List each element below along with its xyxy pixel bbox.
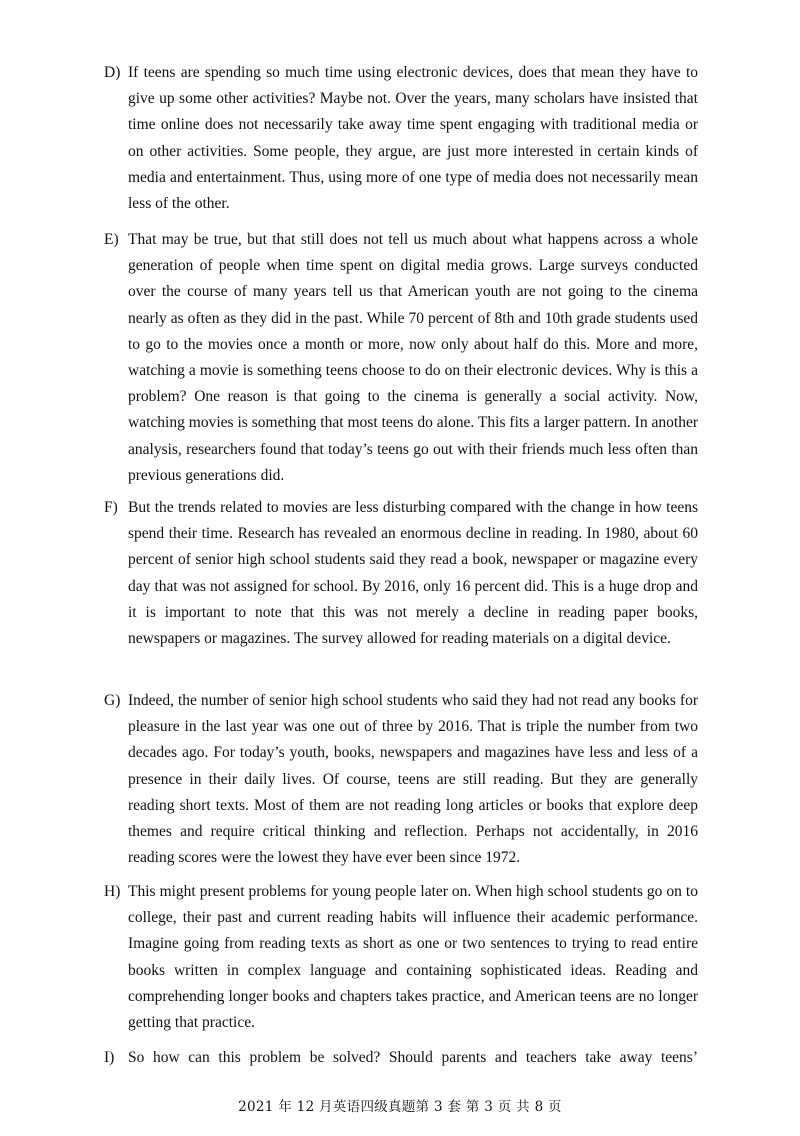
paragraph-label: H) [104, 883, 121, 900]
paragraph-text: If teens are spending so much time using electronic devices, does that mean they have to give up some other activities? Maybe not. Over the years, many scholars have insisted that time online does not necessarily take away time spent engaging with traditional media or on other activities. Some people, they argue, are just more interested in certain kinds of media and entertainment. Thus, using more of one type of media does not necessarily mean less of the other. [128, 64, 698, 213]
paragraph-label: D) [104, 64, 121, 81]
paragraph-text: Indeed, the number of senior high school students who said they had not read any books for pleasure in the last year was one out of three by 2016. That is triple the number from two decades ago. For today’s youth, books, newspapers and magazines have less and less of a presence in their daily lives. Of course, teens are still reading. But they are generally reading short texts. Most of them are not reading long articles or books that explore deep themes and require critical thinking and reflection. Perhaps not accidentally, in 2016 reading scores were the lowest they have ever been since 1972. [128, 692, 698, 867]
paragraph-text: But the trends related to movies are less disturbing compared with the change in how teens spend their time. Research has revealed an enormous decline in reading. In 1980, about 60 percent of senior high school students said they read a book, newspaper or magazine every day that was not assigned for school. By 2016, only 16 percent did. This is a huge drop and it is important to note that this was not merely a decline in reading paper books, newspapers or magazines. The survey allowed for reading materials on a digital device. [128, 499, 698, 648]
paragraph-text: This might present problems for young people later on. When high school students go on to college, their past and current reading habits will influence their academic performance. Imagine going from reading texts as short as one or two sentences to trying to read entire books written in complex language and containing sophisticated ideas. Reading and comprehending longer books and chapters takes practice, and American teens are no longer getting that practice. [128, 883, 698, 1032]
page-footer: 2021 年 12 月英语四级真题第 3 套 第 3 页 共 8 页 [238, 1099, 562, 1115]
paragraph-label: F) [104, 499, 118, 516]
paragraph-label: E) [104, 231, 119, 248]
paragraph-label: G) [104, 692, 121, 709]
paragraph-text: That may be true, but that still does not tell us much about what happens across a whole generation of people when time spent on digital media grows. Large surveys conducted over the course of many years tell us that American youth are not going to the cinema nearly as often as they did in the past. While 70 percent of 8th and 10th grade students used to go to the movies once a month or more, now only about half do this. More and more, watching a movie is something teens choose to do on their electronic devices. Why is this a problem? One reason is that going to the cinema is generally a social activity. Now, watching movies is something that most teens do alone. This fits a larger pattern. In another analysis, researchers found that today’s teens go out with their friends much less often than previous generations did. [128, 231, 698, 484]
paragraph-text: So how can this problem be solved? Should parents and teachers take away teens’ [128, 1049, 698, 1066]
paragraph-label: I) [104, 1049, 115, 1066]
